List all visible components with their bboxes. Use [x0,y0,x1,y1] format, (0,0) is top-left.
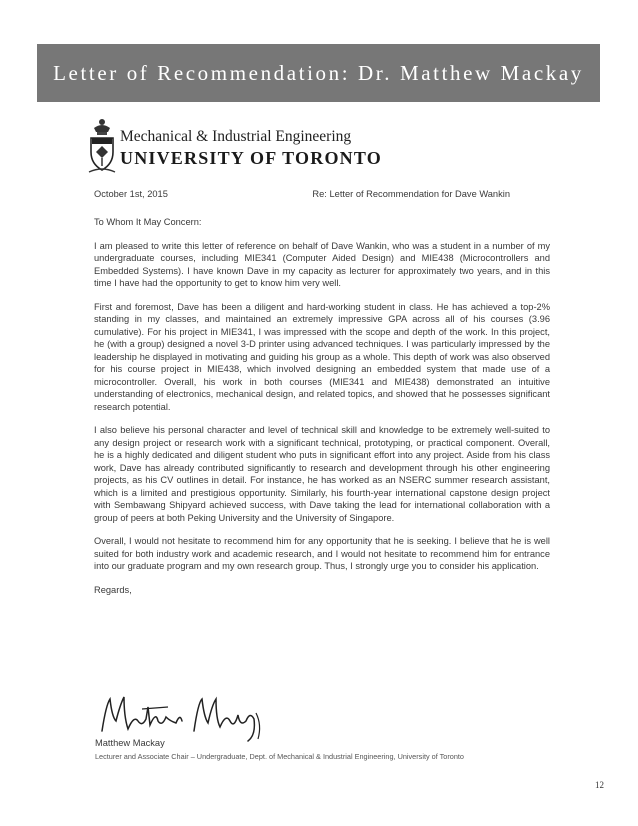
letter-date: October 1st, 2015 [94,189,168,199]
paragraph: First and foremost, Dave has been a diligent and hard-working student in class. He has achieved a top-2% standing in my classes, and maintained an extremely impressive GPA across all of his courses (3.96 cumulative). For his project in MIE341, I was impressed with the scope and depth of the work. In this project, he (with a group) designed a novel 3-D printer using advanced techniques. I was particularly impressed by the leadership he displayed in motivating and guiding his group as a whole. This depth of work was also observed for his course project in MIE438, which involved designing an embedded system that made use of a microcontroller. Overall, his work in both courses (MIE341 and MIE438) demonstrated an intuitive understanding of electronics, mechanical design, and related topics, and showed that he possesses significant research potential. [94,301,550,412]
department-name: Mechanical & Industrial Engineering [120,128,352,145]
letterhead [88,118,388,178]
signer-title: Lecturer and Associate Chair – Undergraduate, Dept. of Mechanical & Industrial Engineering, University of Toronto [95,752,464,761]
paragraph: I also believe his personal character and level of technical skill and knowledge to be extremely well-suited to any design project or research work with a significant technical, prototyping, or practical component. Overall, he is a highly dedicated and diligent student who puts in significant effort into any project. Aside from his class work, Dave has already contributed significantly to research and development through his other engineering projects, as his CV outlines in detail. For instance, he has worked as an NSERC summer research assistant, which is a limited and prestigious opportunity. Similarly, his fourth-year international capstone design project with Sembawang Shipyard achieved success, with Dave taking the lead for international collaboration with a group of peers at both Peking University and the University of Singapore. [94,425,550,523]
university-crest-icon [88,118,116,174]
paragraph: Overall, I would not hesitate to recommend him for any opportunity that he is seeking. I believe that he is well suited for both industry work and academic research, and I would not hesitate to recommend him for entrance into our graduate program and my own research group. Thus, I strongly urge you to consider his application. [94,536,550,571]
university-name: UNIVERSITY OF TORONTO [120,148,382,168]
letter-subject: Re: Letter of Recommendation for Dave Wankin [312,189,510,199]
handwritten-signature-icon [98,691,283,743]
salutation: To Whom It May Concern: [94,217,202,227]
letter-meta [94,188,550,202]
page-number: 12 [595,780,604,790]
paragraph: I am pleased to write this letter of reference on behalf of Dave Wankin, who was a student in a number of my undergraduate courses, including MIE341 (Computer Aided Design) and MIE438 (Microcontrollers and Embedded Systems). I have known Dave in my capacity as lecturer for approximately two years, and in this time I have had the opportunity to get to know him very well. [94,240,550,288]
banner-title: Letter of Recommendation: Dr. Matthew Mackay [53,60,584,85]
letter-body [94,188,550,596]
header-banner [37,44,600,102]
closing: Regards, [94,584,132,595]
signer-name: Matthew Mackay [95,738,165,748]
